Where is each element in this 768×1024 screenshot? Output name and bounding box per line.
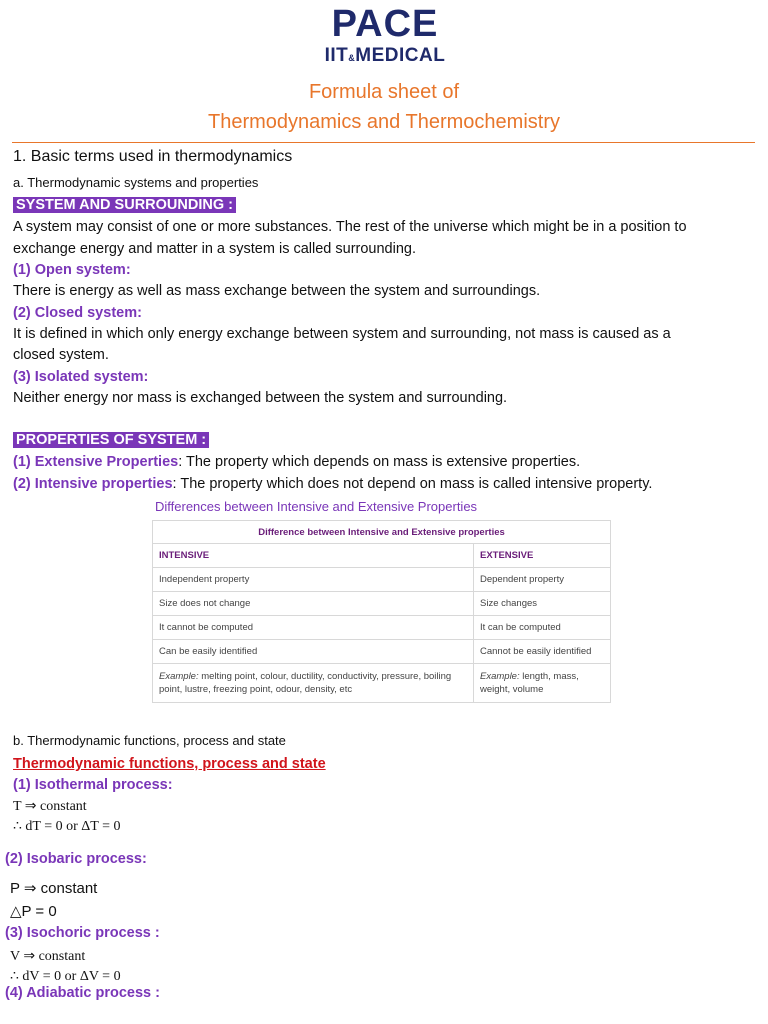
properties-label: PROPERTIES OF SYSTEM : bbox=[13, 431, 209, 450]
isolated-system-text: Neither energy nor mass is exchanged between the system and surrounding. bbox=[13, 390, 508, 406]
title-divider bbox=[12, 142, 755, 143]
intensive-example-cell: Example: melting point, colour, ductility, conductivity, pressure, boiling point, lustre, freezing point, odour, density, etc bbox=[153, 664, 474, 703]
intensive-properties: (2) Intensive properties: The property which does not depend on mass is called intensive property. bbox=[13, 476, 653, 492]
isobaric-label: (2) Isobaric process: bbox=[5, 851, 147, 867]
open-system-text: There is energy as well as mass exchange between the system and surroundings. bbox=[13, 283, 541, 299]
extensive-properties: (1) Extensive Properties: The property which depends on mass is extensive properties. bbox=[13, 454, 581, 470]
isochoric-formula-1: V ⇒ constant bbox=[10, 949, 86, 964]
header-intensive: INTENSIVE bbox=[153, 544, 474, 568]
extensive-cell: Cannot be easily identified bbox=[474, 640, 611, 664]
extensive-cell: It can be computed bbox=[474, 616, 611, 640]
properties-table bbox=[152, 520, 611, 703]
isochoric-label: (3) Isochoric process : bbox=[5, 925, 160, 941]
isothermal-formula-2: ∴ dT = 0 or ΔT = 0 bbox=[13, 819, 121, 834]
table-row bbox=[153, 640, 611, 664]
properties-table-wrap bbox=[152, 520, 611, 703]
isobaric-formula-2: △P = 0 bbox=[10, 903, 57, 920]
table-figure-title: Differences between Intensive and Extensive Properties bbox=[155, 499, 478, 514]
page-title-line1: Formula sheet of bbox=[308, 81, 460, 103]
system-text-1: A system may consist of one or more substances. The rest of the universe which might be in a position to bbox=[13, 219, 687, 235]
table-row bbox=[153, 592, 611, 616]
isobaric-formula-1: P ⇒ constant bbox=[10, 880, 98, 897]
subsection-a: a. Thermodynamic systems and properties bbox=[13, 175, 259, 190]
extensive-cell: Size changes bbox=[474, 592, 611, 616]
header-extensive: EXTENSIVE bbox=[474, 544, 611, 568]
logo-wordmark: PACE bbox=[331, 3, 439, 45]
adiabatic-label: (4) Adiabatic process : bbox=[5, 985, 160, 1001]
isothermal-label: (1) Isothermal process: bbox=[13, 777, 173, 793]
closed-system-label: (2) Closed system: bbox=[13, 305, 142, 321]
system-text-2: exchange energy and matter in a system is called surrounding. bbox=[13, 241, 416, 257]
intensive-cell: Independent property bbox=[153, 568, 474, 592]
isolated-system-label: (3) Isolated system: bbox=[13, 369, 149, 385]
intensive-cell: Can be easily identified bbox=[153, 640, 474, 664]
isothermal-formula-1: T ⇒ constant bbox=[13, 799, 87, 814]
table-row bbox=[153, 616, 611, 640]
functions-heading: Thermodynamic functions, process and state bbox=[13, 756, 326, 772]
intensive-cell: Size does not change bbox=[153, 592, 474, 616]
closed-system-text-2: closed system. bbox=[13, 347, 109, 363]
logo-subtitle: IIT&MEDICAL bbox=[324, 45, 446, 66]
table-caption: Difference between Intensive and Extensive properties bbox=[153, 521, 611, 544]
extensive-example-cell: Example: length, mass, weight, volume bbox=[474, 664, 611, 703]
pace-logo bbox=[320, 5, 450, 68]
open-system-label: (1) Open system: bbox=[13, 262, 131, 278]
section-heading: 1. Basic terms used in thermodynamics bbox=[13, 148, 293, 165]
table-row bbox=[153, 568, 611, 592]
intensive-cell: It cannot be computed bbox=[153, 616, 474, 640]
system-label: SYSTEM AND SURROUNDING : bbox=[13, 196, 236, 214]
table-row bbox=[153, 664, 611, 703]
subsection-b: b. Thermodynamic functions, process and state bbox=[13, 733, 286, 748]
page-title-line2: Thermodynamics and Thermochemistry bbox=[208, 111, 560, 133]
extensive-cell: Dependent property bbox=[474, 568, 611, 592]
closed-system-text-1: It is defined in which only energy exchange between system and surrounding, not mass is caused as a bbox=[13, 326, 671, 342]
isochoric-formula-2: ∴ dV = 0 or ΔV = 0 bbox=[10, 969, 121, 984]
